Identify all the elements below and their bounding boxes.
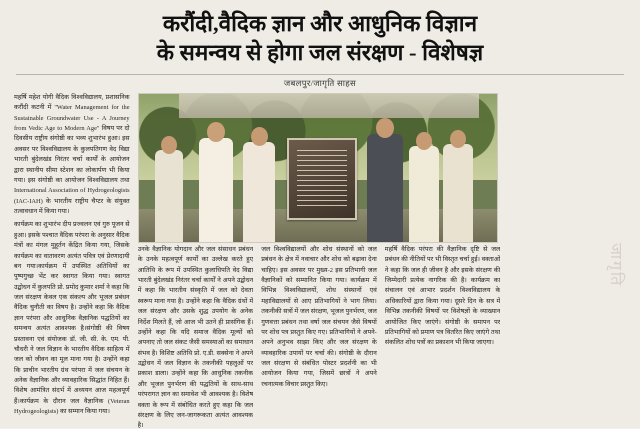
page-title xyxy=(14,8,626,67)
article-column-5 xyxy=(508,93,626,429)
person-figure xyxy=(367,134,403,242)
article-column-3 xyxy=(261,245,377,429)
article-photo xyxy=(138,93,498,243)
person-figure xyxy=(243,142,275,242)
paragraph: जल विश्वविद्यालयों और शोध संस्थानों को जल प्रबंधन के क्षेत्र में नवाचार और शोध को बढ़ावा देना चाहिए। इस अवसर पर मुख्य-2 इस प्रतिभागी जल वैज्ञानिकों को सम्मानित किया गया। कार्यक्रम में विभिन्न विश्वविद्यालयों, शोध संस्थानों एवं महाविद्यालयों से आए प्रतिभागियों ने भाग लिया। तकनीकी सत्रों में जल संरक्षण, भूजल पुनर्भरण, जल गुणवत्ता प्रबंधन तथा वर्षा जल संचयन जैसे विषयों पर शोध पत्र प्रस्तुत किए गए। प्रतिभागियों ने अपने-अपने अनुभव साझा किए और जल संरक्षण के व्यावहारिक उपायों पर चर्चा की। संगोष्ठी के दौरान जल संरक्षण से संबंधित पोस्टर प्रदर्शनी का भी आयोजन किया गया, जिसमें छात्रों ने अपने रचनात्मक विचार प्रस्तुत किए। xyxy=(261,245,377,388)
person-figure xyxy=(155,150,183,242)
paragraph: महर्षि महेश योगी वैदिक विश्वविद्यालय, प्रशासनिक करौंदी कटनी में "Water Management for the Sustainable Groundwater Use - A Journey from Vedic Age to Modern Age" विषय पर दो दिवसीय राष्ट्रीय संगोष्ठी का भव्य शुभारंभ हुआ। इस अवसर पर विश्वविद्यालय के कुलपतिगण वेद विद्या भारती बुंदेलखंड निरंतर चर्चा कार्यों के आयोजन द्वारा स्थानीय सीमा स्टेशन का लोकार्पण भी किया गया। इस संगोष्ठी का आयोजन विश्वविद्यालय तथा International Association of Hydrogeologists (IAC-IAH) के भारतीय राष्ट्रीय चैप्टर के संयुक्त तत्वावधान में किया गया। xyxy=(14,93,130,215)
photo-banner xyxy=(179,93,479,118)
person-figure xyxy=(409,146,439,242)
plaque-icon xyxy=(287,138,357,220)
article-body xyxy=(14,93,626,429)
person-head xyxy=(450,130,466,148)
person-head xyxy=(207,122,225,142)
watermark-text: जागृति xyxy=(607,242,624,288)
person-head xyxy=(416,132,432,150)
paragraph: कार्यक्रम का शुभारंभ दीप प्रज्वलन एवं गुरु पूजन से हुआ। इसके पश्चात वैदिक परंपरा के अनुसार वैदिक मंत्रों का मंगल मुहूर्तन केंद्रित किया गया, जिसके कार्यक्रम का वातावरण अत्यंत पवित्र एवं प्रेरणादायी बन गया।कार्यक्रम में उपस्थित अतिथियों का पुष्पगुच्छ भेंट कर स्वागत किया गया। स्वागत उद्बोधन में कुलपति प्रो. प्रमोद कुमार शर्मा ने कहा कि जल संरक्षण केवल एक संकल्प और भूजल प्रबंधन वैदिक चुनौती का विषय है। उन्होंने कहा कि वैदिक ज्ञान परंपरा और आधुनिक वैज्ञानिक पद्धतियों का समन्वय अत्यंत आवश्यक है।संगोष्ठी की विषय प्रस्तावना एवं संयोजक डॉ. जी. सी. के. एम. पी. चौधरी ने जल विज्ञान के भारतीय वैदिक साहित्य में जल को जीवन का मूल माना गया है। उन्होंने कहा कि प्राचीन भारतीय ग्रंथ परंपरा में जल संचयन के अनेक वैज्ञानिक और व्यावहारिक सिद्धांत निहित हैं। विशेष आमंत्रित संदर्भ में अध्ययन आज महत्वपूर्ण हैं।कार्यक्रम के दौरान जल वैज्ञानिक (Veteran Hydrogeologists) का सम्मान किया गया। xyxy=(14,221,130,416)
person-head xyxy=(376,118,394,138)
person-figure xyxy=(443,144,473,242)
article-column-2 xyxy=(138,245,254,429)
headline-line-2: के समन्वय से होगा जल संरक्षण - विशेषज्ञ xyxy=(156,40,484,66)
byline: जबलपुर/जागृति साहस xyxy=(283,77,357,88)
paragraph: उनके वैज्ञानिक योगदान और जल संसाधन प्रबंधन के उनके महत्वपूर्ण कार्यों का उल्लेख करते हुए आतिथि के रूप में उपस्थित कुलाधिपति वेद विद्या भारती बुंदेलखंड निरंतर चर्चा कार्यों ने अपने उद्बोधन में कहा कि भारतीय संस्कृति में जल को देवता स्वरूप माना गया है। उन्होंने कहा कि वैदिक ग्रंथों में जल संरक्षण और उसके शुद्ध उपयोग के अनेक निर्देश मिलते हैं, जो आज भी उतने ही प्रासंगिक हैं। उन्होंने कहा कि यदि समाज वैदिक मूल्यों को अपनाए तो जल संकट जैसी समस्याओं का समाधान संभव है। विशिष्ट अतिथि प्रो. ए.डी. सक्सेना ने अपने उद्बोधन में जल विज्ञान के तकनीकी पहलुओं पर प्रकाश डाला। उन्होंने कहा कि आधुनिक तकनीक और भूजल पुनर्भरण की पद्धतियों के साथ-साथ परंपरागत ज्ञान का समावेश भी आवश्यक है। विशेष वक्ता के रूप में संबोधित करते हुए कहा कि जल संरक्षण के लिए जन-जागरूकता अत्यंत आवश्यक है। xyxy=(137,245,254,429)
headline-divider xyxy=(16,74,624,75)
article-column-4 xyxy=(385,245,501,429)
person-figure xyxy=(199,138,233,242)
person-head xyxy=(161,136,177,154)
article-column-1 xyxy=(14,93,130,429)
headline-line-1: करौंदी,वैदिक ज्ञान और आधुनिक विज्ञान xyxy=(162,11,478,36)
paragraph: महर्षि वैदिक परंपरा की वैज्ञानिक दृष्टि से जल प्रबंधन की नीतियों पर भी विस्तृत चर्चा हुई। वक्ताओं ने कहा कि जल ही जीवन है और इसके संरक्षण की जिम्मेदारी प्रत्येक नागरिक की है। कार्यक्रम का संचालन एवं आभार प्रदर्शन विश्वविद्यालय के अधिकारियों द्वारा किया गया। दूसरे दिन के सत्र में विभिन्न तकनीकी विषयों पर विशेषज्ञों के व्याख्यान आयोजित किए जाएंगे। संगोष्ठी के समापन पर प्रतिभागियों को प्रमाण पत्र वितरित किए जाएंगे तथा संकलित शोध पत्रों का प्रकाशन भी किया जाएगा। xyxy=(384,245,501,347)
person-head xyxy=(251,127,268,146)
